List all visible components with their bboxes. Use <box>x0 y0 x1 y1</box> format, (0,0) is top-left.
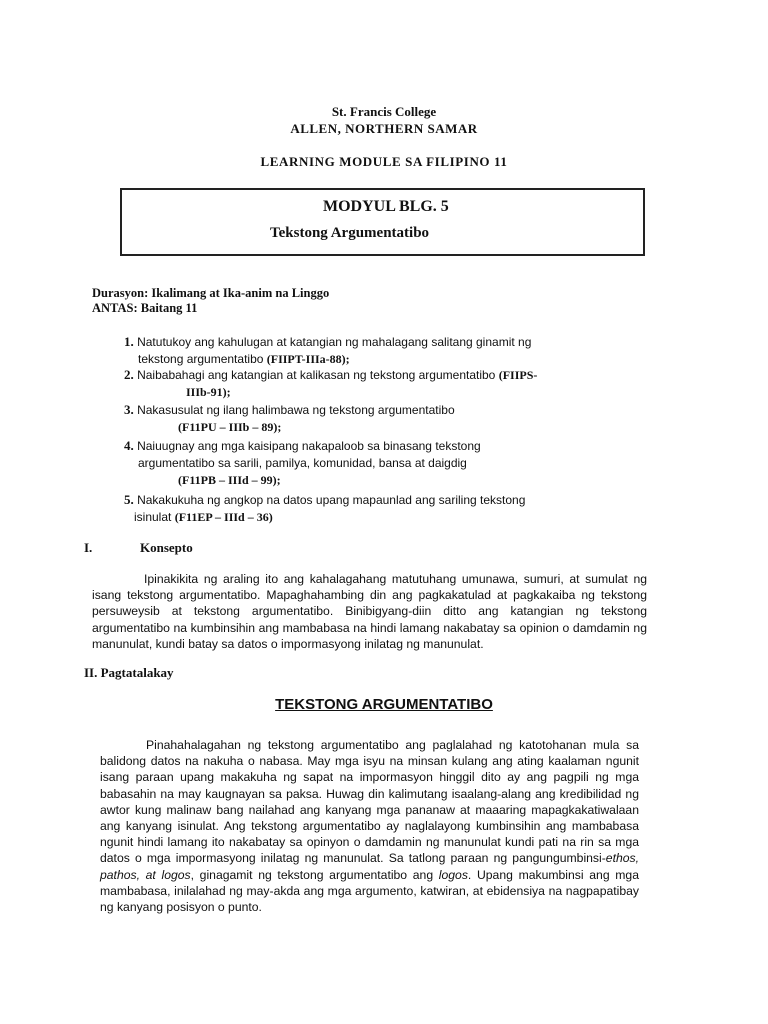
paragraph-italic: logos <box>438 867 468 882</box>
objective-code: (F11EP – IIId – 36) <box>174 510 273 524</box>
objective-text: isinulat <box>134 510 172 524</box>
paragraph-text: , ginagamit ng tekstong argumentatibo ang <box>190 867 439 882</box>
objective-text: Nakasusulat ng ilang halimbawa ng tekstong argumentatibo <box>137 403 455 417</box>
modyul-title: Tekstong Argumentatibo <box>270 225 430 241</box>
objective-text: Natutukoy ang kahulugan at katangian ng mahalagang salitang ginamit ng <box>137 335 532 349</box>
module-title-box <box>120 188 645 256</box>
objective-number: 5. <box>124 492 134 507</box>
objective-text: Naiuugnay ang mga kaisipang nakapaloob sa binasang tekstong <box>137 439 481 453</box>
objective-number: 2. <box>124 367 134 382</box>
objective-text: argumentatibo sa sarili, pamilya, komunidad, bansa at daigdig <box>138 456 467 470</box>
objective-item <box>124 366 584 401</box>
section-heading: TEKSTONG ARGUMENTATIBO <box>275 696 493 713</box>
pagtatalakay-paragraph <box>100 737 639 915</box>
objective-item <box>124 437 584 489</box>
objective-item <box>124 333 584 368</box>
objective-number: 3. <box>124 402 134 417</box>
paragraph-text: Pinahahalagahan ng tekstong argumentatibo ang paglalahad ng katotohanan mula sa balidong datos na nakuha o nabasa. May mga isyu na minsan kulang ang ating kaalaman ngunit isang paraan upang makakuha ng sapat na impormasyon hinggil dito ay ang pagpili ng mga babasahin na may kaugnayan sa paksa. Huwag din kalimutang isaalang-alang ang kredibilidad ng awtor kung malinaw bang nailahad ang kanyang mga pananaw at maaaring mapagkakatiwalaan ang kanyang isinulat. Ang tekstong argumentatibo ay naglalayong kumbinsihin ang mambabasa ngunit hindi lamang ito nakabatay sa opinyon o damdamin ng manunulat kundi pati na rin sa mga datos o mga impormasyong inilatag ng manunulat. Sa tatlong paraan ng pangungumbinsi- <box>100 738 639 866</box>
section-title-pagtatalakay: II. Pagtatalakay <box>84 665 174 680</box>
objective-item <box>124 401 584 436</box>
objective-number: 1. <box>124 334 134 349</box>
grade-label: ANTAS: Baitang 11 <box>92 301 198 315</box>
objective-item <box>124 491 584 526</box>
objective-text: Nakakukuha ng angkop na datos upang mapaunlad ang sariling tekstong <box>137 493 526 507</box>
duration-label: Durasyon: Ikalimang at Ika-anim na Linggo <box>92 286 330 300</box>
school-location: ALLEN, NORTHERN SAMAR <box>290 121 478 136</box>
school-name: St. Francis College <box>331 104 437 119</box>
module-title: LEARNING MODULE SA FILIPINO 11 <box>260 154 508 169</box>
section-title-konsepto: Konsepto <box>140 540 193 555</box>
paragraph-text: . Upang makumbinsi ang mga mambabasa, inilalahad ng may-akda ang mga argumento, katwiran, at ebidensiya na nagpapatibay ng kanyang posisyon o punto. <box>100 867 639 915</box>
objective-text: Naibabahagi ang katangian at kalikasan ng tekstong argumentatibo <box>137 368 496 382</box>
objective-code: (F11PB – IIId – 99); <box>178 473 281 487</box>
objective-number: 4. <box>124 438 134 453</box>
section-numeral: I. <box>84 540 93 555</box>
objective-text: tekstong argumentatibo <box>138 352 264 366</box>
konsepto-paragraph: Ipinakikita ng araling ito ang kahalagahang matutuhang umunawa, sumuri, at sumulat ng isang tekstong argumentatibo. Mapaghahambing din ang pagkakatulad at pagkakaiba ng tekstong persuweysib at tekstong argumentatibo. Binibigyang-diin ditto ang katangian ng tekstong argumentatibo na kumbinsihin ang mambabasa na hindi lamang nakabatay sa opinion o damdamin ng manunulat, kundi batay sa datos o impormasyong inilatag ng manunulat. <box>92 572 647 651</box>
paragraph-italic: ethos, pathos, at logos <box>100 851 639 882</box>
modyul-number: MODYUL BLG. 5 <box>323 198 449 215</box>
objective-code: (FIIPS- <box>498 368 538 382</box>
objective-code: (F11PU – IIIb – 89); <box>178 420 282 434</box>
objective-code: (FIIPT-IIIa-88); <box>266 352 350 366</box>
objective-code: IIIb-91); <box>186 385 231 399</box>
